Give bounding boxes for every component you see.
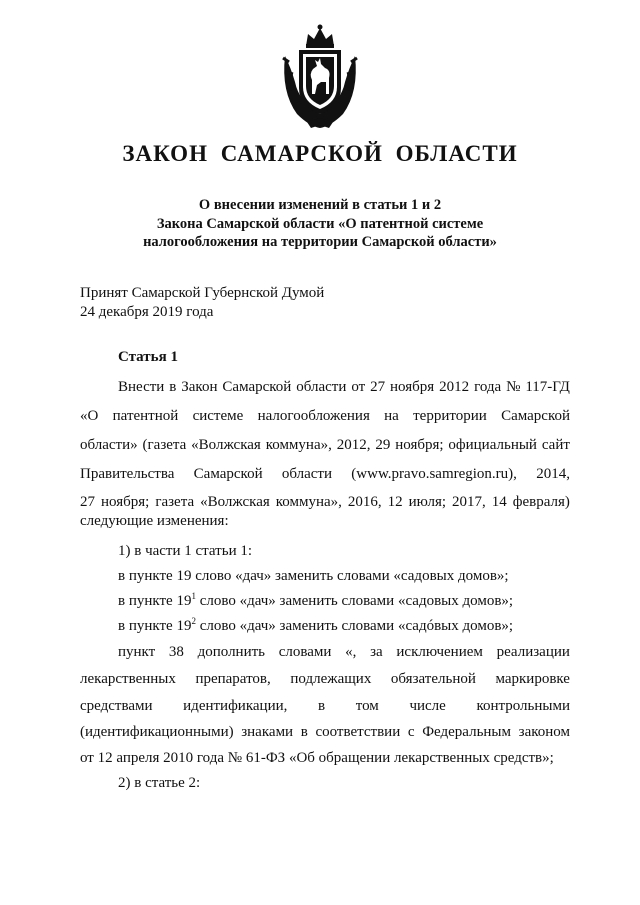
item-2: 2) в статье 2: (118, 775, 201, 791)
word: за (370, 644, 383, 660)
intro-line (80, 465, 570, 483)
adoption-date: 24 декабря 2019 года (80, 303, 214, 320)
subtitle-line: О внесении изменений в статьи 1 и 2 (198, 197, 442, 213)
word: 117-ГД (525, 379, 570, 395)
point-38-line (80, 670, 570, 688)
point-superscript: 2 (191, 616, 196, 626)
word: ноября; (395, 437, 444, 453)
word: исключением (396, 644, 483, 660)
point-19-change: в пункте 19 слово «дач» заменить словами «садовых домов»; (118, 568, 509, 584)
word: Внести (118, 379, 165, 395)
word: февраля) (512, 494, 570, 510)
intro-line (118, 378, 570, 396)
word: 29 (375, 437, 391, 453)
word: 2017, (452, 494, 486, 510)
word: знаками (241, 724, 294, 740)
word: сайт (541, 437, 570, 453)
word: контрольными (476, 698, 570, 714)
adopted-by: Принят Самарской Губернской Думой (80, 285, 325, 301)
word: Самарской (501, 408, 570, 424)
word: Закон (181, 379, 218, 395)
word: Самарской (193, 466, 263, 482)
word: Федеральным (422, 724, 512, 740)
word: «Волжская (200, 494, 270, 510)
intro-line (80, 436, 570, 454)
law-title: ЗАКОН САМАРСКОЙ ОБЛАСТИ (122, 141, 518, 166)
word: коммуна», (265, 437, 332, 453)
word: 2012 (439, 379, 470, 395)
word: на (384, 408, 399, 424)
word: маркировке (495, 671, 570, 687)
word: «, (345, 644, 357, 660)
word: 2012, (336, 437, 371, 453)
point-38-line (80, 723, 570, 741)
word: Самарской (222, 379, 292, 395)
word: патентной (112, 408, 179, 424)
word: (газета (142, 437, 187, 453)
word: 38 (168, 644, 184, 660)
samara-region-coat-of-arms-icon (279, 22, 361, 130)
subtitle-line: налогообложения на территории Самарской области» (143, 234, 497, 250)
word: официальный (448, 437, 537, 453)
word: препаратов, (195, 671, 271, 687)
word: (идентификационными) (80, 724, 234, 740)
word: от (351, 379, 366, 395)
point-ref: в пункте 19 (118, 618, 192, 634)
item-1: 1) в части 1 статьи 1: (118, 543, 253, 559)
word: средствами (80, 698, 153, 714)
word: 2014, (536, 466, 570, 482)
word: 27 (370, 379, 386, 395)
word: обязательной (390, 671, 476, 687)
word: дополнить (197, 644, 266, 660)
word: 14 (491, 494, 507, 510)
article-heading: Статья 1 (118, 349, 178, 365)
adoption-info (80, 284, 324, 321)
word: «О (80, 408, 99, 424)
word: области (281, 466, 333, 482)
word: идентификации, (183, 698, 288, 714)
word: лекарственных (80, 671, 176, 687)
word: подлежащих (290, 671, 372, 687)
word: территории (413, 408, 487, 424)
intro-line (80, 493, 570, 511)
word: в (169, 379, 177, 395)
word: газета (155, 494, 195, 510)
word: (www.pravo.samregion.ru), (351, 466, 517, 482)
point-superscript: 1 (191, 591, 196, 601)
intro-line: следующие изменения: (80, 513, 229, 529)
word: 12 (387, 494, 403, 510)
point-19-1-change (118, 592, 513, 610)
word: в (318, 698, 326, 714)
point-38-line (80, 697, 570, 715)
point-38-line: от 12 апреля 2010 года № 61-ФЗ «Об обращении лекарственных средств»; (80, 750, 554, 766)
subtitle-line: Закона Самарской области «О патентной системе (156, 215, 484, 232)
point-text: слово «дач» заменить словами «садóвых домов»; (195, 618, 514, 634)
word: коммуна», (275, 494, 342, 510)
word: ноября; (100, 494, 150, 510)
word: реализации (496, 644, 570, 660)
point-19-2-change (118, 617, 513, 635)
word: системе (192, 408, 244, 424)
word: налогообложения (257, 408, 370, 424)
word: пункт (118, 644, 156, 660)
word: Правительства (80, 466, 175, 482)
word: с (407, 724, 415, 740)
word: 27 (80, 494, 95, 510)
word: словами (278, 644, 332, 660)
law-subtitle (0, 196, 640, 252)
word: области (296, 379, 347, 395)
word: июля; (408, 494, 447, 510)
word: в (300, 724, 308, 740)
word: ноября (390, 379, 435, 395)
word: года (474, 379, 502, 395)
intro-line (80, 407, 570, 425)
point-38-line (118, 643, 570, 661)
word: числе (409, 698, 446, 714)
word: законом (518, 724, 570, 740)
word: области» (80, 437, 138, 453)
word: том (355, 698, 379, 714)
word: «Волжская (191, 437, 261, 453)
point-ref: в пункте 19 (118, 593, 192, 609)
point-text: слово «дач» заменить словами «садовых домов»; (195, 593, 514, 609)
word: № (506, 379, 521, 395)
word: 2016, (347, 494, 382, 510)
word: соответствии (315, 724, 401, 740)
